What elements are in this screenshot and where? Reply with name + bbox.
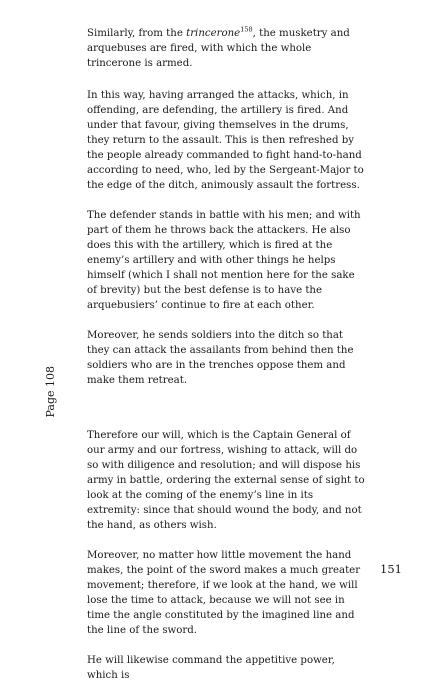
paragraph-1 [87,26,367,71]
trincerone-term: trincerone [186,28,241,39]
paragraph-3: The defender stands in battle with his men; and with part of them he throws back the attackers. He also does this with the artillery, which is fired at the enemy’s artillery and with other things he helps himself (which I shall not mention here for the sake of brevity) but the best defense is to have the arquebusiers’ continue to fire at each other. [87,210,361,311]
page-content [87,26,367,698]
paragraph-2: In this way, having arranged the attacks, which, in offending, are defending, the artillery is fired. And under that favour, giving themselves in the drums, they return to the assault. This is then refreshed by the people already commanded to fight hand-to-hand according to need, who, led by the Sergeant-Major to the edge of the ditch, animously assault the fortress. [87,90,364,191]
paragraph-6: Moreover, no matter how little movement the hand makes, the point of the sword makes a much greater movement; therefore, if we look at the hand, we will lose the time to attack, because we will not see in time the angle constituted by the imagined line and the line of the sword. [87,550,361,636]
page-number: 151 [380,562,402,576]
paragraph-5: Therefore our will, which is the Captain General of our army and our fortress, wishing to attack, will do so with diligence and resolution; and will dispose his army in battle, ordering the external sense of sight to look at the coming of the enemy’s line in its extremity: since that should wound the body, and not the hand, as others wish. [87,430,365,531]
footnote-ref: 158 [240,25,253,34]
paragraph-4: Moreover, he sends soldiers into the ditch so that they can attack the assailants from behind then the soldiers who are in the trenches oppose them and make them retreat. [87,330,354,386]
paragraph-1-after: , the musketry and arquebuses are fired, with which the whole trincerone is armed. [87,28,350,69]
paragraph-7: He will likewise command the appetitive power, which is [87,655,335,681]
paragraph-1-before: Similarly, from the [87,28,187,39]
original-page-marker: Page 108 [44,366,57,418]
